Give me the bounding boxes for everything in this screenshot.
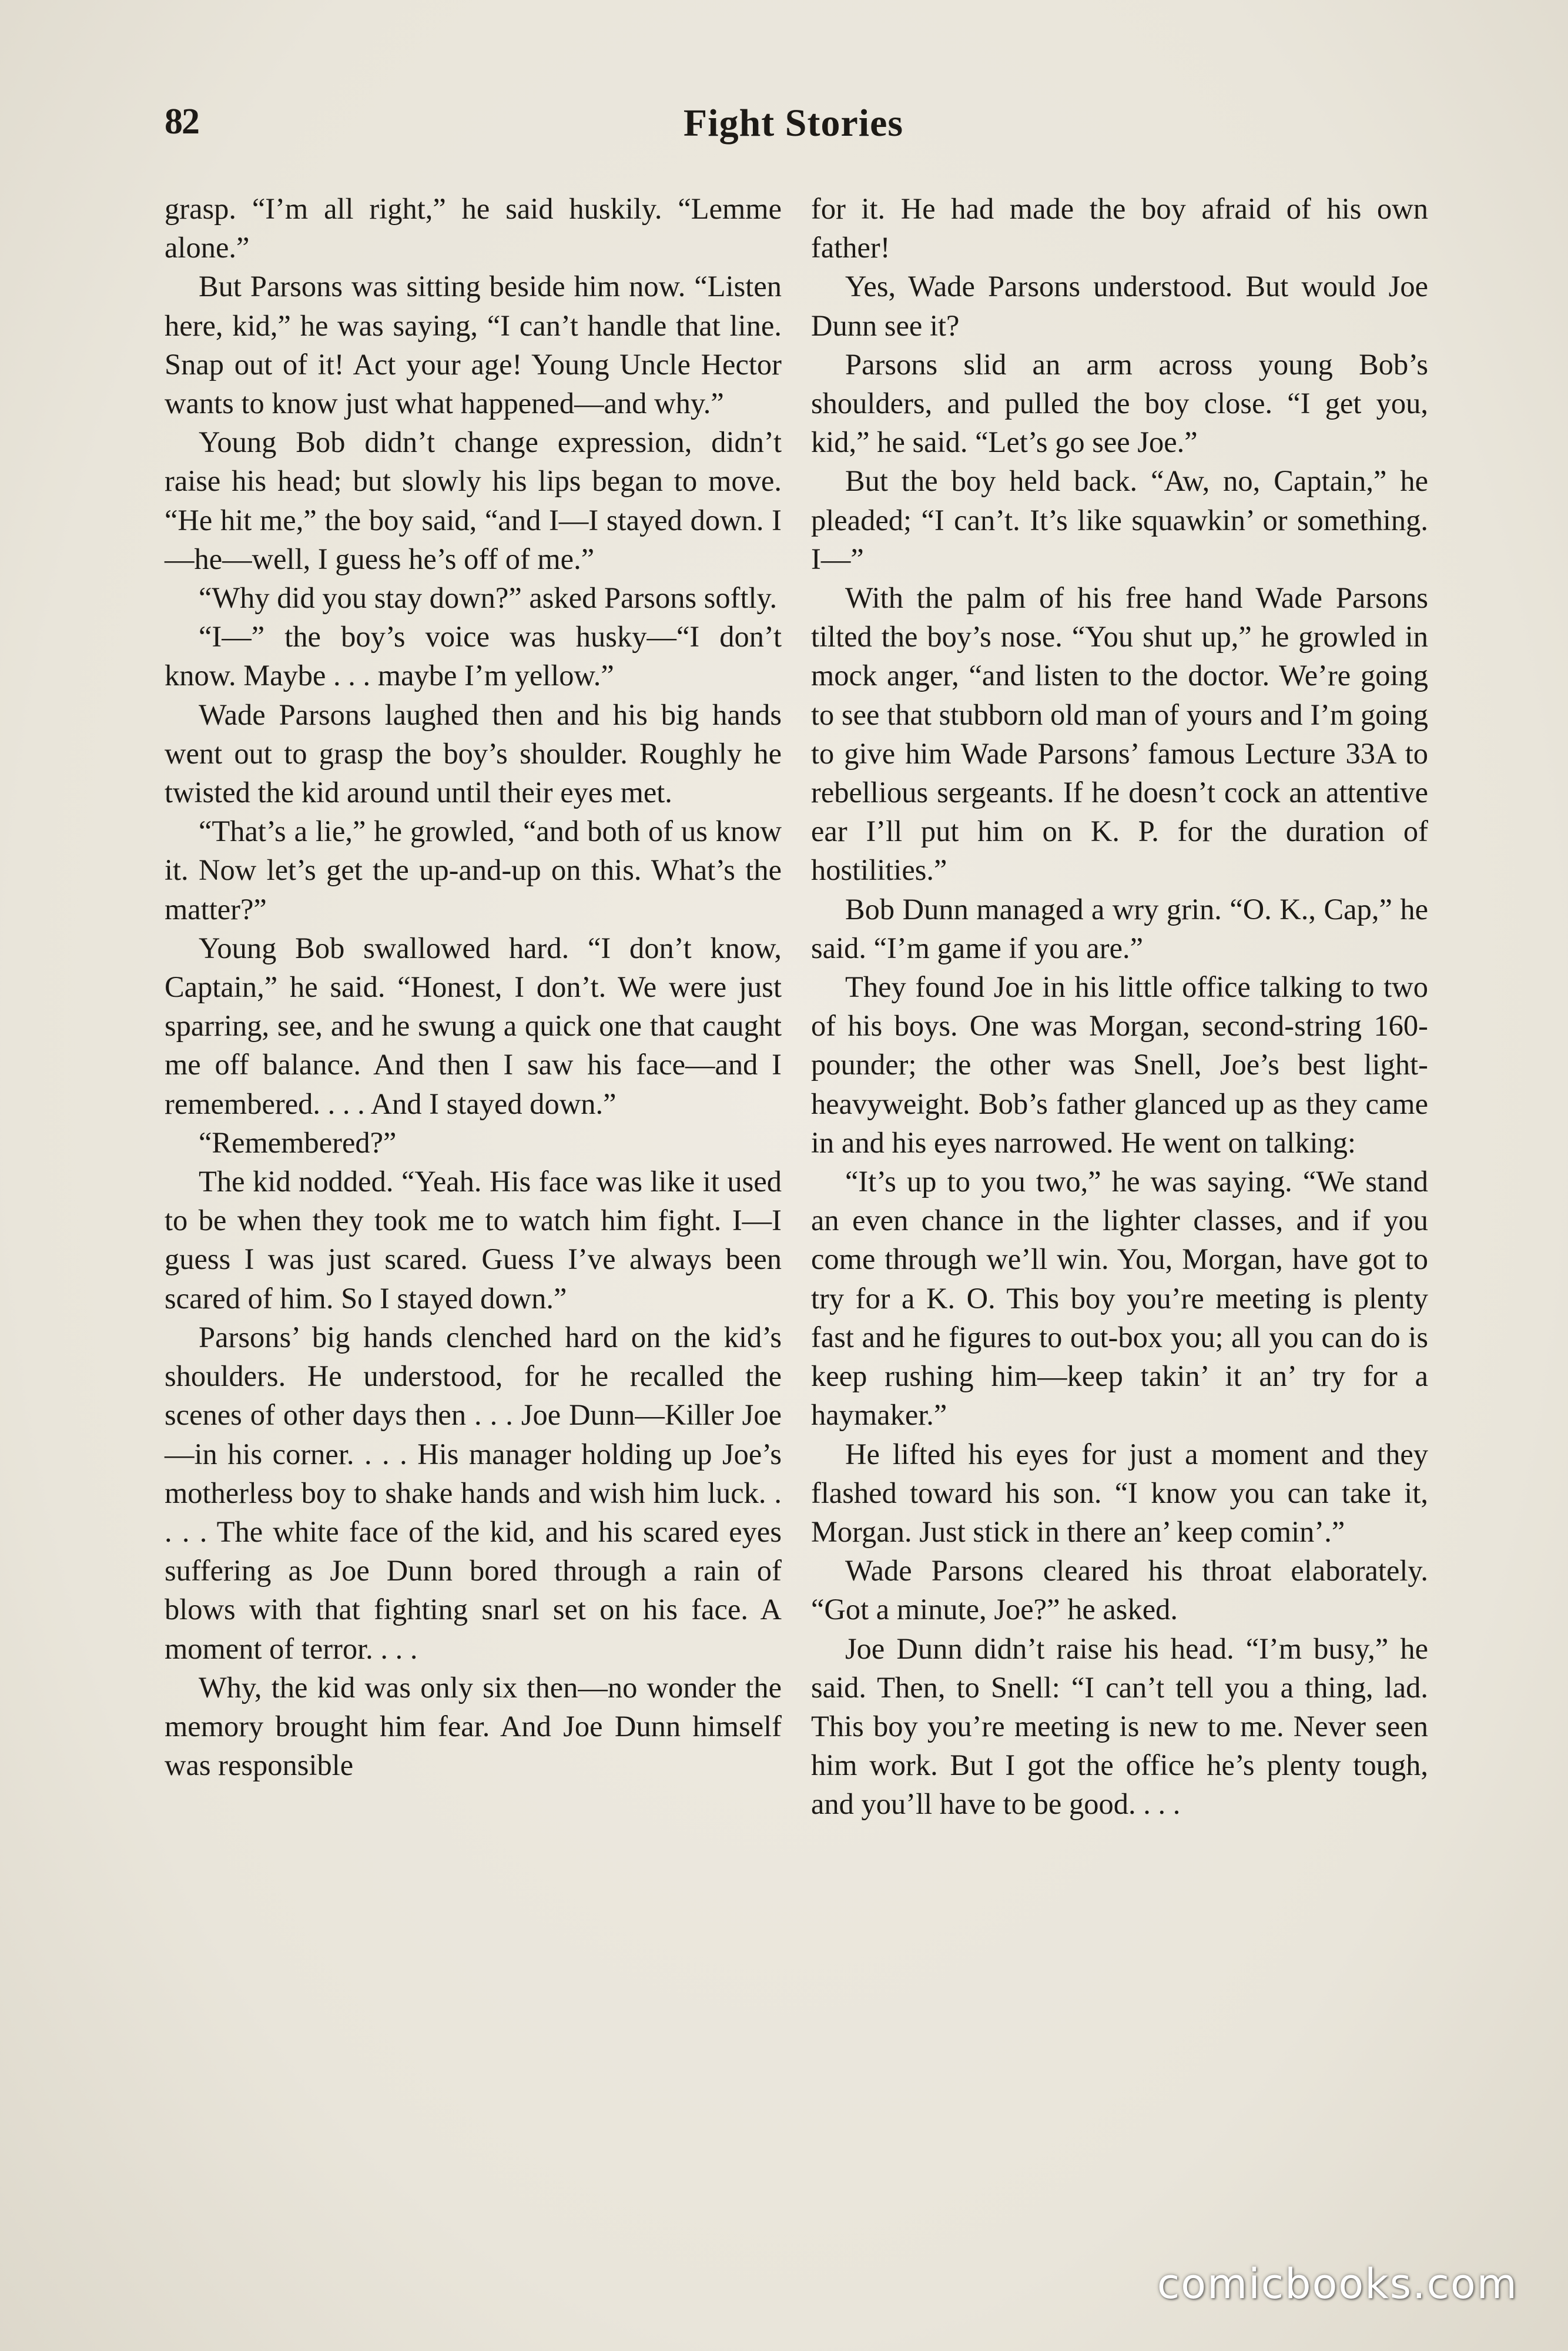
left-column [165,189,782,1784]
page-number: 82 [165,102,199,142]
paragraph: Parsons slid an arm across young Bob’s shoulders, and pulled the boy close. “I get you, kid,” he said. “Let’s go see Joe.” [811,347,1428,459]
running-title: Fight Stories [683,102,904,145]
page-header [165,101,1422,154]
paragraph: Wade Parsons laughed then and his big hands went out to grasp the boy’s shoulder. Roughly he twisted the kid around until their eyes met. [165,698,782,809]
watermark: comicbooks.com [1157,2260,1518,2308]
paragraph: “I—” the boy’s voice was husky—“I don’t know. Maybe . . . maybe I’m yellow.” [165,620,782,692]
paragraph: Young Bob swallowed hard. “I don’t know, Captain,” he said. “Honest, I don’t. We were just sparring, see, and he swung a quick one that caught me off balance. And then I saw his face—and I remembered. . . . And I stayed down.” [165,931,782,1120]
paragraph: “Remembered?” [199,1126,397,1159]
right-column [811,189,1428,1824]
paragraph: Young Bob didn’t change expression, didn’t raise his head; but slowly his lips began to move. “He hit me,” the boy said, “and I—I stayed down. I—he—well, I guess he’s off of me.” [165,426,782,575]
paragraph: They found Joe in his little office talking to two of his boys. One was Morgan, second-string 160-pounder; the other was Snell, Joe’s best light-heavyweight. Bob’s father glanced up as they came in and his eyes narrowed. He went on talking: [811,970,1428,1159]
paragraph: The kid nodded. “Yeah. His face was like it used to be when they took me to watch him fight. I—I guess I was just scared. Guess I’ve always been scared of him. So I stayed down.” [165,1165,782,1315]
paragraph: But the boy held back. “Aw, no, Captain,” he pleaded; “I can’t. It’s like squawkin’ or something. I—” [811,464,1428,575]
paragraph: “That’s a lie,” he growled, “and both of us know it. Now let’s get the up-and-up on this. What’s the matter?” [165,815,782,926]
paragraph: With the palm of his free hand Wade Parsons tilted the boy’s nose. “You shut up,” he growled in mock anger, “and listen to the doctor. We’re going to see that stubborn old man of yours and I’m going to give him Wade Parsons’ famous Lecture 33A to rebellious sergeants. If he doesn’t cock an attentive ear I’ll put him on K. P. for the duration of hostilities.” [811,581,1428,887]
paragraph: Joe Dunn didn’t raise his head. “I’m busy,” he said. Then, to Snell: “I can’t tell you a thing, lad. This boy you’re meeting is new to me. Never seen him work. But I got the office he’s plenty tough, and you’ll have to be good. . . . [811,1632,1428,1821]
paragraph: “It’s up to you two,” he was saying. “We stand an even chance in the lighter classes, and if you come through we’ll win. You, Morgan, have got to try for a K. O. This boy you’re meeting is plenty fast and he figures to out-box you; all you can do is keep rushing him—keep takin’ it an’ try for a haymaker.” [811,1165,1428,1432]
paragraph: for it. He had made the boy afraid of his own father! [811,192,1428,264]
paragraph: grasp. “I’m all right,” he said huskily. “Lemme alone.” [165,192,782,264]
paragraph: Wade Parsons cleared his throat elaborately. “Got a minute, Joe?” he asked. [811,1554,1428,1626]
paragraph: “Why did you stay down?” asked Parsons softly. [199,581,778,615]
paragraph: But Parsons was sitting beside him now. “Listen here, kid,” he was saying, “I can’t handle that line. Snap out of it! Act your age! Young Uncle Hector wants to know just what happened—and why.” [165,270,782,420]
paragraph: Why, the kid was only six then—no wonder the memory brought him fear. And Joe Dunn himself was responsible [165,1670,782,1782]
paragraph: Parsons’ big hands clenched hard on the kid’s shoulders. He understood, for he recalled the scenes of other days then . . . Joe Dunn—Killer Joe—in his corner. . . . His manager holding up Joe’s motherless boy to shake hands and wish him luck. . . . . The white face of the kid, and his scared eyes suffering as Joe Dunn bored through a rain of blows with that fighting snarl set on his face. A moment of terror. . . . [165,1320,782,1665]
paragraph: Yes, Wade Parsons understood. But would Joe Dunn see it? [811,270,1428,342]
paragraph: Bob Dunn managed a wry grin. “O. K., Cap,” he said. “I’m game if you are.” [811,892,1428,964]
paragraph: He lifted his eyes for just a moment and they flashed toward his son. “I know you can take it, Morgan. Just stick in there an’ keep comin’.” [811,1437,1428,1548]
